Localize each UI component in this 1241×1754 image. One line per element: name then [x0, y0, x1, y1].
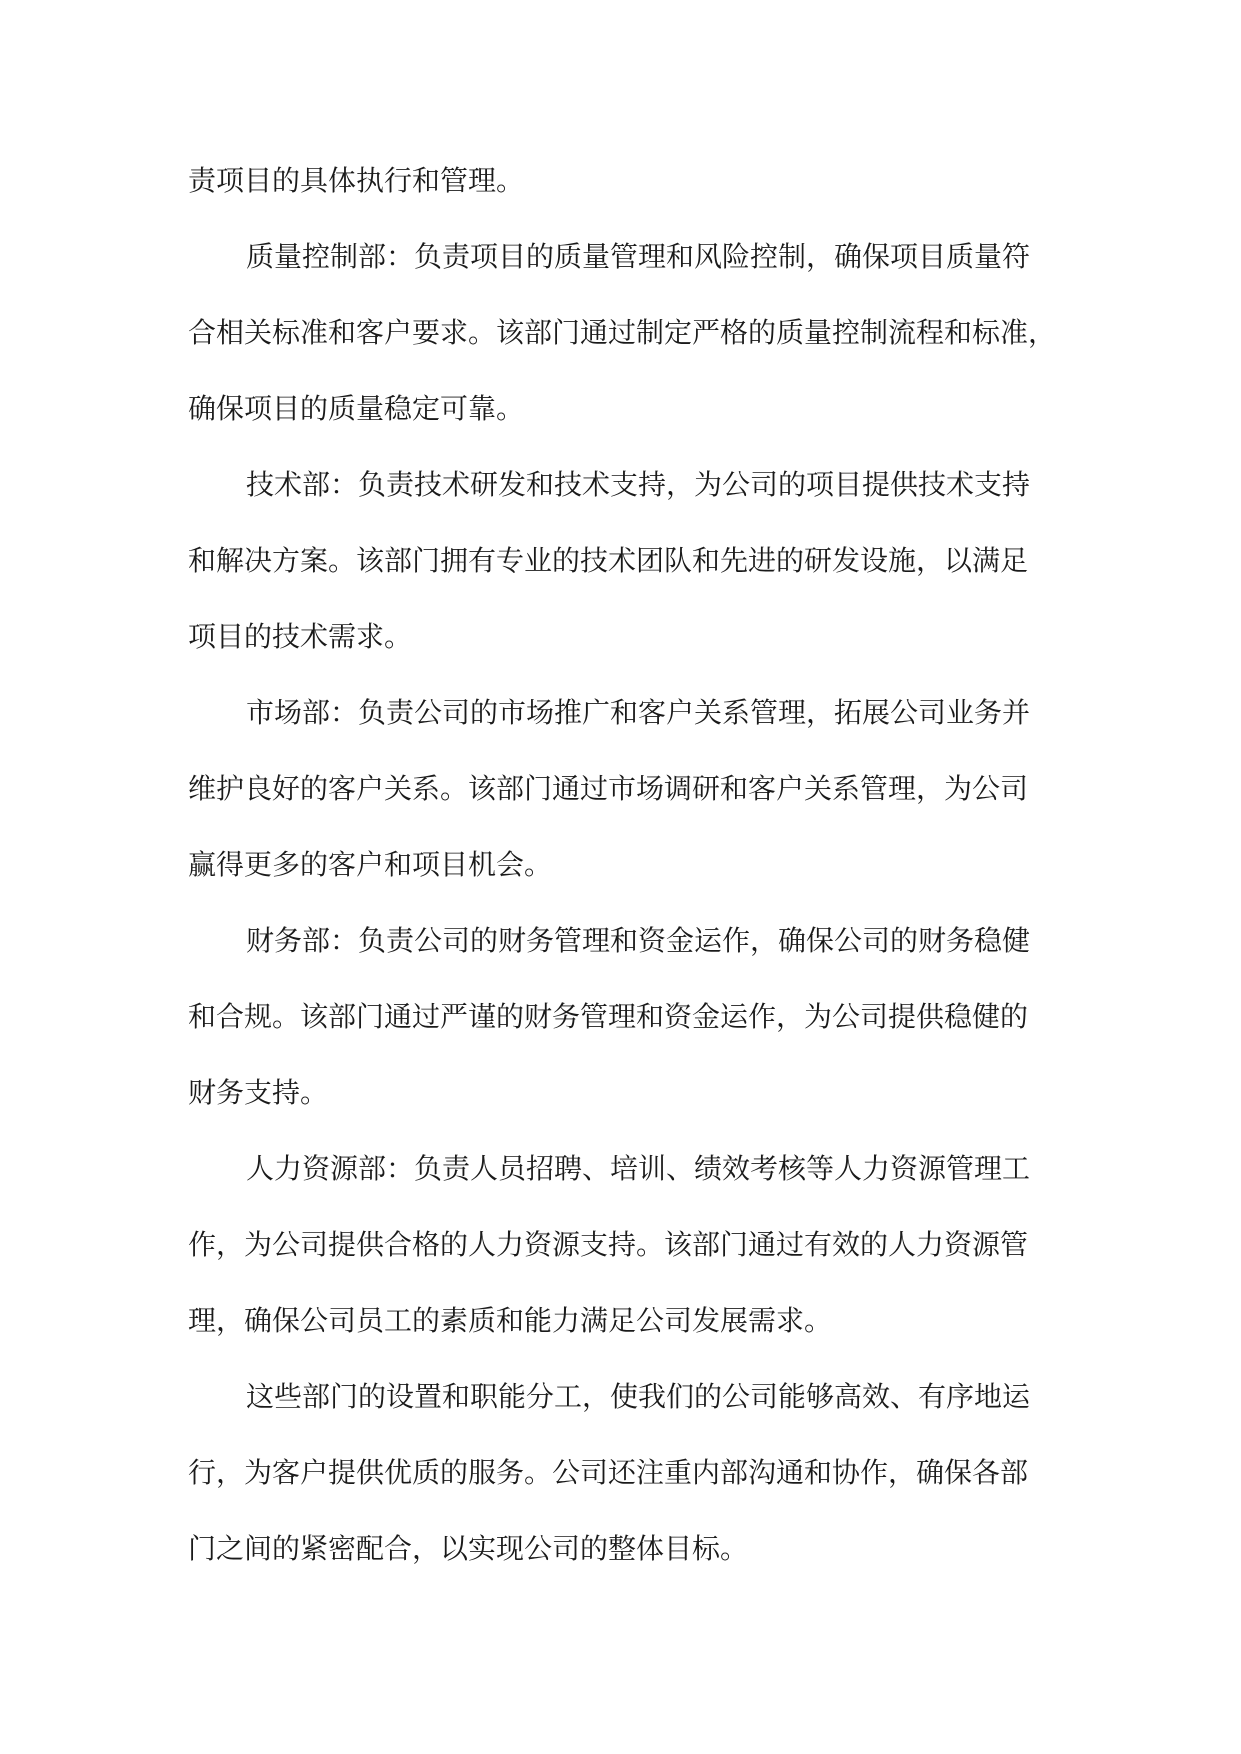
paragraph-line: 作，为公司提供合格的人力资源支持。该部门通过有效的人力资源管 [188, 1228, 1029, 1261]
paragraph-line: 财务支持。 [188, 1076, 329, 1109]
paragraph-human-resources [188, 1131, 1060, 1359]
paragraph-line: 维护良好的客户关系。该部门通过市场调研和客户关系管理，为公司 [188, 772, 1029, 805]
paragraph-line: 赢得更多的客户和项目机会。 [188, 848, 553, 881]
paragraph-finance [188, 903, 1060, 1131]
paragraph-technology [188, 447, 1060, 675]
paragraph-line: 和合规。该部门通过严谨的财务管理和资金运作，为公司提供稳健的 [188, 1000, 1029, 1033]
paragraph-marketing [188, 675, 1060, 903]
paragraph-summary [188, 1359, 1060, 1587]
paragraph-continuation [188, 143, 1060, 219]
paragraph-line: 责项目的具体执行和管理。 [188, 164, 525, 197]
paragraph-line: 确保项目的质量稳定可靠。 [188, 392, 525, 425]
paragraph-line: 财务部：负责公司的财务管理和资金运作，确保公司的财务稳健 [246, 924, 1031, 957]
paragraph-line: 市场部：负责公司的市场推广和客户关系管理，拓展公司业务并 [246, 696, 1031, 729]
paragraph-line: 行，为客户提供优质的服务。公司还注重内部沟通和协作，确保各部 [188, 1456, 1029, 1489]
paragraph-line: 门之间的紧密配合，以实现公司的整体目标。 [188, 1532, 749, 1565]
paragraph-line: 合相关标准和客户要求。该部门通过制定严格的质量控制流程和标准， [188, 316, 1057, 349]
paragraph-line: 项目的技术需求。 [188, 620, 413, 653]
paragraph-line: 人力资源部：负责人员招聘、培训、绩效考核等人力资源管理工 [246, 1152, 1031, 1185]
paragraph-line: 理，确保公司员工的素质和能力满足公司发展需求。 [188, 1304, 833, 1337]
paragraph-line: 和解决方案。该部门拥有专业的技术团队和先进的研发设施，以满足 [188, 544, 1029, 577]
paragraph-quality-control [188, 219, 1060, 447]
document-body [188, 143, 1060, 1587]
paragraph-line: 这些部门的设置和职能分工，使我们的公司能够高效、有序地运 [246, 1380, 1031, 1413]
paragraph-line: 技术部：负责技术研发和技术支持，为公司的项目提供技术支持 [246, 468, 1031, 501]
paragraph-line: 质量控制部：负责项目的质量管理和风险控制，确保项目质量符 [246, 240, 1031, 273]
